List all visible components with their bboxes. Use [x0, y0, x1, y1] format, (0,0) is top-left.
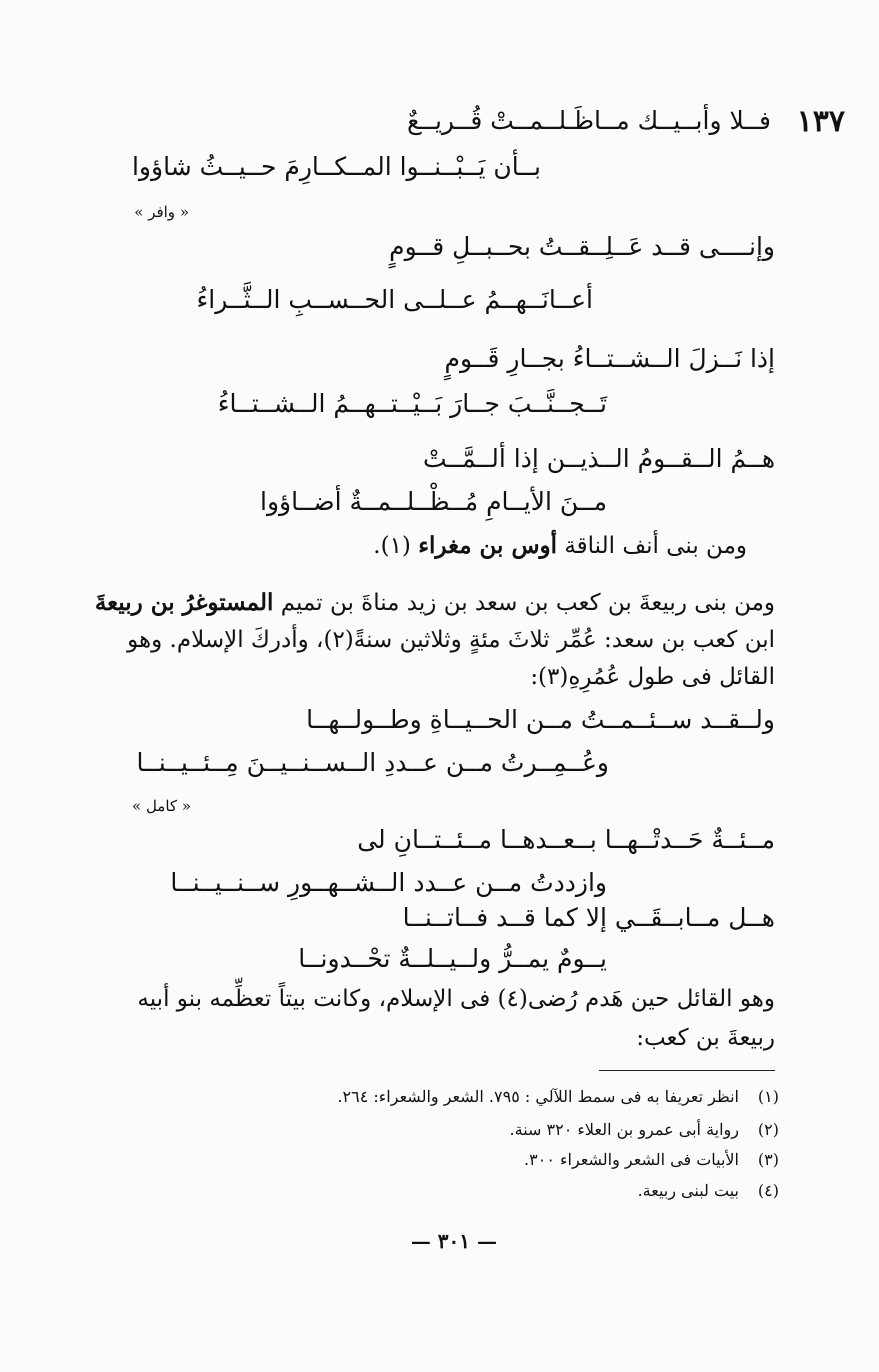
- prose-line: ربيعةَ بن كعب:: [636, 1025, 775, 1051]
- verse-line: هــمُ الــقــومُ الــذيــن إذا ألــمَّــتْ: [422, 444, 775, 473]
- prose-line: القائل فى طول عُمُرِهِ(٣):: [530, 664, 775, 690]
- footnote-text: بيت لبنى ربيعة.: [637, 1181, 739, 1200]
- footnote-mark: (٤): [757, 1181, 779, 1200]
- verse-line: ولــقــد ســئــمــتُ مــن الحــيــاةِ وطــولــهــا: [306, 705, 775, 734]
- footnote-text: رواية أبى عمرو بن العلاء ٣٢٠ سنة.: [509, 1120, 739, 1139]
- verse-line: إذا نَــزلَ الــشــتــاءُ بجــارِ قَــومٍ: [444, 344, 775, 373]
- poet-name: أوس بن مغراء: [418, 532, 558, 559]
- poem-number: ١٣٧: [796, 104, 845, 139]
- poet-name: المستوغرُ بن ربيعةَ: [94, 589, 274, 616]
- footnote: [638, 1181, 779, 1200]
- verse-line: هــل مــابــقَــي إلا كما قــد فــاتــنــا: [402, 903, 775, 932]
- footnote-mark: (٢): [757, 1120, 779, 1139]
- prose-text: ومن بنى ربيعةَ بن كعب بن سعد بن زيد مناةَ بن تميم: [273, 590, 775, 616]
- meter-label: « وافر »: [134, 203, 189, 221]
- footnote-text: الأبيات فى الشعر والشعراء ٣٠٠.: [524, 1150, 739, 1169]
- footnote: [524, 1150, 779, 1169]
- verse-line: وإنــــى قــد عَــلِــقــتُ بحــبــلِ قــومٍ: [389, 232, 775, 261]
- footnote-ref: (١).: [373, 533, 419, 559]
- verse-line: مــئــةٌ حَــدتْــهــا بــعــدهــا مــئــتــانِ لى: [357, 825, 775, 854]
- page-number: — ٣٠١ —: [410, 1229, 497, 1253]
- footnote-separator: [599, 1070, 775, 1071]
- footnote-mark: (١): [757, 1087, 779, 1106]
- verse-line: تَــجــنَّــبَ جــارَ بَــيْــتــهــمُ الــشــتــاءُ: [217, 389, 607, 418]
- verse-line: وازددتُ مــن عــدد الــشــهــورِ ســنــيــنــا: [170, 868, 607, 897]
- prose-line: ابن كعب بن سعد: عُمِّر ثلاثَ مئةٍ وثلاثين سنةً(٢)، وأدركَ الإسلام. وهو: [127, 627, 775, 653]
- footnote: [510, 1120, 779, 1139]
- footnote: [337, 1087, 779, 1106]
- verse-line: يــومٌ يمــرُّ ولــيــلــةٌ تحْــدونــا: [298, 944, 607, 973]
- prose-text: ومن بنى أنف الناقة: [557, 533, 747, 559]
- meter-label: « كامل »: [132, 797, 191, 815]
- footnote-mark: (٣): [757, 1150, 779, 1169]
- verse-line: بــأن يَــبْــنــوا المــكــارِمَ حــيــثُ شاؤوا: [131, 152, 541, 181]
- prose-line: [373, 532, 747, 559]
- verse-line: أعــانَــهــمُ عــلــى الحــســبِ الــثَّــراءُ: [196, 285, 593, 314]
- footnote-text: انظر تعريفا به فى سمط اللآلي : ٧٩٥. الشعر والشعراء: ٢٦٤.: [337, 1087, 739, 1106]
- verse-line: فــلا وأبــيــك مــاظَـلــمــتْ قُــريــعٌ: [406, 106, 771, 135]
- prose-line: [95, 589, 775, 616]
- verse-line: مــنَ الأيــامِ مُــظْــلــمــةٌ أضــاؤوا: [260, 487, 607, 516]
- prose-line: وهو القائل حين هَدم رُضى(٤) فى الإسلام، وكانت بيتاً تعظِّمه بنو أبيه: [137, 986, 775, 1012]
- verse-line: وعُــمِــرتُ مــن عــددِ الــســنــيــنَ مِــئــيــنــا: [136, 748, 609, 777]
